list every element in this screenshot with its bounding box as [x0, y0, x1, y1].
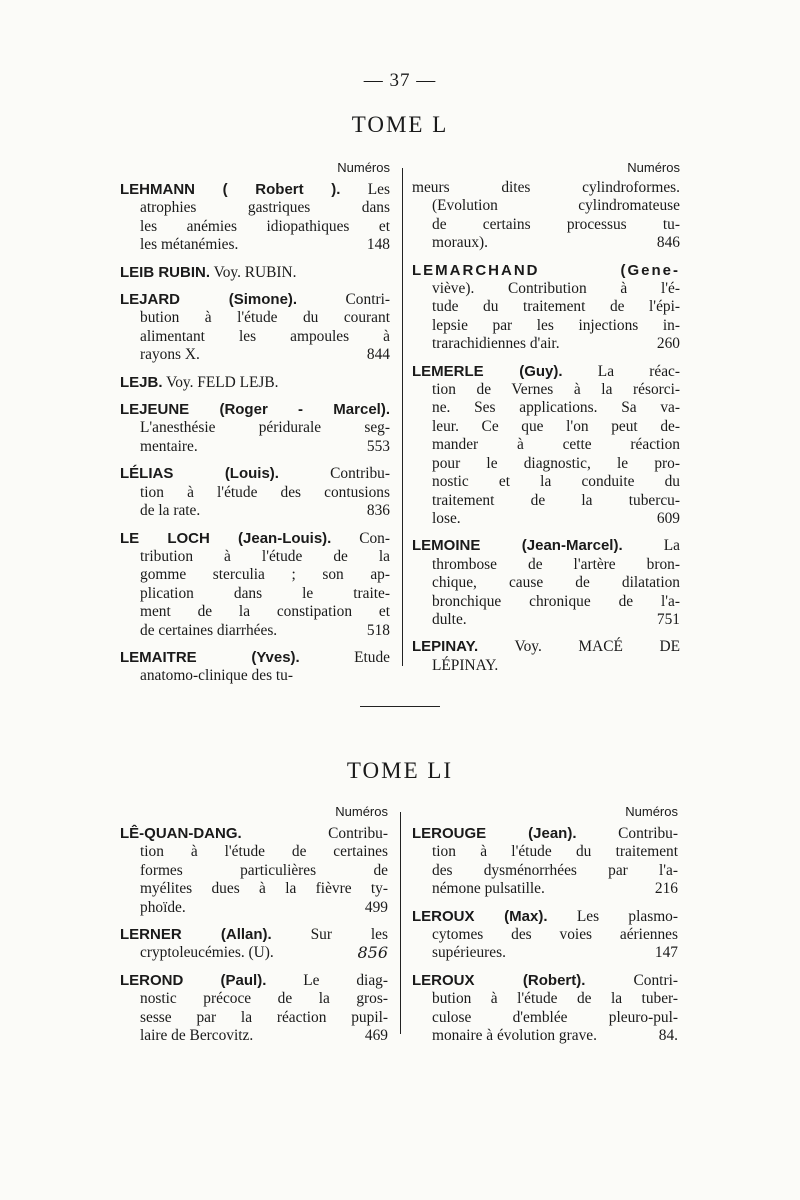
- entry-first-line: [120, 374, 390, 392]
- entry-last-line: [412, 611, 680, 629]
- entry-line: tion de Vernes à la résorci-: [432, 381, 680, 399]
- entry-title-text: Contribu-: [241, 825, 388, 842]
- entry-text: rayons X.: [140, 346, 200, 364]
- entry-line: leur. Ce que l'on peut de-: [432, 417, 680, 435]
- entry-title-text: Contribu-: [278, 465, 390, 483]
- entry-number: 846: [656, 234, 680, 252]
- entry-last-line: [120, 944, 388, 962]
- author-name: LEMOINE (Jean-Marcel).: [412, 537, 623, 555]
- entry-first-line: [120, 181, 390, 199]
- entry-line: ment de la constipation et: [140, 603, 390, 621]
- entry-text: moraux).: [432, 234, 488, 252]
- entry-line: lepsie par les injections in-: [432, 316, 680, 334]
- entry-text: supérieures.: [432, 944, 506, 962]
- entry-line: LÉPINAY.: [432, 656, 499, 674]
- index-entry: [412, 908, 678, 963]
- entry-line: mander à cette réaction: [432, 436, 680, 454]
- author-name: LEROUGE (Jean).: [412, 825, 577, 842]
- entry-line: formes particulières de: [140, 861, 388, 879]
- index-entry: [120, 825, 388, 917]
- entry-line: L'anesthésie péridurale seg-: [140, 419, 390, 437]
- entry-line: sesse par la réaction pupil-: [140, 1008, 388, 1026]
- entry-line: myélites dues à la fièvre ty-: [140, 880, 388, 898]
- entry-line: alimentant les ampoules à: [140, 327, 390, 345]
- entry-line: chique, cause de dilatation: [432, 574, 680, 592]
- entry-line: tude du traitement de l'épi-: [432, 298, 680, 316]
- entry-title-text: Voy. RUBIN.: [210, 263, 297, 281]
- entry-number: 836: [366, 502, 390, 520]
- entry-first-line: [120, 401, 390, 419]
- section-title: TOME L: [351, 112, 449, 137]
- author-name: LEPINAY.: [412, 638, 479, 656]
- index-entry: [120, 401, 390, 456]
- index-entry: [412, 537, 680, 629]
- section-separator: [360, 706, 440, 707]
- entry-last-line: [412, 335, 680, 353]
- entry-last-line: [120, 236, 390, 254]
- entry-last-line: [120, 1027, 388, 1045]
- entry-line: traitement de la tubercu-: [432, 491, 680, 509]
- author-name: LEJB.: [120, 373, 163, 391]
- entry-title-text: Contri-: [585, 971, 678, 989]
- entry-title-text: Etude: [299, 648, 390, 666]
- entry-last-line: [120, 502, 390, 520]
- column-header-numeros: Numéros: [625, 804, 678, 819]
- entry-number: 856: [357, 943, 388, 963]
- entry-line: nostic précoce de la gros-: [140, 990, 388, 1008]
- author-name: LEJARD (Simone).: [120, 291, 298, 309]
- entry-line: tion à l'étude du traitement: [432, 843, 678, 861]
- entry-line: (Evolution cylindromateuse: [432, 197, 680, 215]
- column-header-numeros: Numéros: [627, 160, 680, 175]
- entry-line: atrophies gastriques dans: [140, 199, 390, 217]
- entry-title-text: Voy. FELD LEJB.: [162, 373, 279, 391]
- entry-text: monaire à évolution grave.: [432, 1027, 597, 1045]
- entry-text: phoïde.: [140, 898, 186, 916]
- entry-last-line: [412, 510, 680, 528]
- entry-title-text: Contribu-: [576, 825, 679, 842]
- entry-last-line: [120, 346, 390, 364]
- author-name: LEJEUNE (Roger - Marcel).: [120, 401, 390, 419]
- author-name: LEROND (Paul).: [120, 971, 267, 989]
- author-name: LEMERLE (Guy).: [412, 362, 563, 380]
- index-entry: [412, 825, 678, 899]
- entry-number: 148: [366, 236, 390, 254]
- index-entry: [120, 649, 390, 686]
- entry-line: bronchique chronique de l'a-: [432, 592, 680, 610]
- index-entry: [120, 291, 390, 365]
- entry-first-line: [412, 363, 680, 381]
- entry-text: lose.: [432, 509, 461, 527]
- author-name: LEROUX (Max).: [412, 907, 548, 925]
- entry-last-line: [412, 880, 678, 898]
- entry-title-text: Le diag-: [266, 971, 388, 989]
- entry-text: laire de Bercovitz.: [140, 1027, 254, 1045]
- entry-title-text: Les plasmo-: [547, 907, 678, 925]
- index-entry: [412, 179, 680, 253]
- entry-line: gomme sterculia ; son ap-: [140, 566, 390, 584]
- entry-first-line: [412, 262, 680, 280]
- entry-line: culose d'emblée pleuro-pul-: [432, 1008, 678, 1026]
- entry-line: ne. Ses applications. Sa va-: [432, 399, 680, 417]
- author-name: LEIB RUBIN.: [120, 263, 210, 281]
- entry-line: thrombose de l'artère bron-: [432, 555, 680, 573]
- entry-first-line: [120, 291, 390, 309]
- column-left: [120, 160, 390, 695]
- entry-text: de certaines diarrhées.: [140, 621, 278, 639]
- author-name: LERNER (Allan).: [120, 926, 272, 944]
- index-entry: [120, 926, 388, 963]
- entry-line: bution à l'étude de la tuber-: [432, 990, 678, 1008]
- index-entry: [412, 638, 680, 675]
- entry-line: plication dans le traite-: [140, 584, 390, 602]
- entry-first-line: [120, 465, 390, 483]
- column-divider: [402, 168, 403, 666]
- author-name: LEMARCHAND (Gene-: [412, 261, 680, 279]
- index-entry: [120, 465, 390, 520]
- entry-line: viève). Contribution à l'é-: [432, 280, 680, 298]
- entry-text: mentaire.: [140, 437, 198, 455]
- entry-last-line: [412, 944, 678, 962]
- entry-title-text: Sur les: [271, 926, 388, 944]
- entry-number: 84.: [658, 1027, 678, 1045]
- entry-first-line: [412, 972, 678, 990]
- index-entry: [412, 972, 678, 1046]
- column-header-numeros: Numéros: [335, 804, 388, 819]
- entry-last-line: [120, 899, 388, 917]
- entry-number: 553: [366, 437, 390, 455]
- entry-last-line: [412, 1027, 678, 1045]
- entry-line: anatomo-clinique des tu-: [140, 667, 294, 685]
- index-entry: [412, 363, 680, 529]
- entry-number: 609: [656, 509, 680, 527]
- entry-first-line: [120, 264, 390, 282]
- index-entry: [412, 262, 680, 354]
- entry-text: cryptoleucémies. (U).: [140, 944, 274, 962]
- index-entry: [120, 374, 390, 392]
- author-name: LEROUX (Robert).: [412, 971, 586, 989]
- entry-line: tion à l'étude de certaines: [140, 843, 388, 861]
- entry-number: 751: [656, 610, 680, 628]
- entry-last-line: [412, 234, 680, 252]
- entry-number: 216: [654, 880, 678, 898]
- index-entry: [120, 181, 390, 255]
- column-left: [120, 804, 388, 1054]
- page-number: — 37 —: [363, 70, 437, 91]
- entry-line: tion à l'étude des contusions: [140, 483, 390, 501]
- entry-line: bution à l'étude du courant: [140, 309, 390, 327]
- index-entry: [120, 530, 390, 640]
- entry-first-line: [120, 825, 388, 843]
- entry-title-text: Contri-: [297, 291, 391, 309]
- entry-text: les métanémies.: [140, 236, 239, 254]
- entry-line: pour le diagnostic, le pro-: [432, 454, 680, 472]
- entry-number: 469: [364, 1027, 388, 1045]
- column-divider: [400, 812, 401, 1034]
- entry-first-line: [120, 972, 388, 990]
- column-header-numeros: Numéros: [337, 160, 390, 175]
- entry-first-line: [412, 638, 680, 656]
- author-name: LEMAITRE (Yves).: [120, 648, 300, 666]
- entry-line: les anémies idiopathiques et: [140, 217, 390, 235]
- author-name: LÉLIAS (Louis).: [120, 465, 279, 483]
- section-title: TOME LI: [346, 758, 454, 783]
- column-right: [412, 804, 678, 1054]
- entry-title-text: La: [622, 537, 680, 555]
- entry-first-line: meurs dites cylindroformes.: [412, 179, 680, 196]
- entry-text: trarachidiennes d'air.: [432, 335, 560, 353]
- entry-first-line: [412, 908, 678, 926]
- entry-text: dulte.: [432, 610, 467, 628]
- author-name: LÊ-QUAN-DANG.: [120, 825, 242, 842]
- author-name: LE LOCH (Jean-Louis).: [120, 529, 332, 547]
- entry-first-line: [120, 530, 390, 548]
- entry-number: 518: [366, 621, 390, 639]
- entry-number: 147: [654, 944, 678, 962]
- entry-line: tribution à l'étude de la: [140, 547, 390, 565]
- entry-number: 260: [656, 335, 680, 353]
- entry-first-line: [120, 926, 388, 944]
- entry-number: 844: [366, 346, 390, 364]
- column-right: [412, 160, 680, 684]
- entry-text: némone pulsatille.: [432, 880, 545, 898]
- entry-last-line: [120, 622, 390, 640]
- entry-first-line: [120, 649, 390, 667]
- entry-first-line: [412, 537, 680, 555]
- entry-title-text: Les: [340, 181, 390, 198]
- entry-text: de la rate.: [140, 502, 201, 520]
- index-entry: [120, 972, 388, 1046]
- index-entry: [120, 264, 390, 282]
- entry-title-text: Voy. MACÉ DE: [478, 638, 680, 656]
- author-name: LEHMANN ( Robert ).: [120, 181, 341, 198]
- entry-last-line: [120, 438, 390, 456]
- entry-line: des dysménorrhées par l'a-: [432, 861, 678, 879]
- entry-line: de certains processus tu-: [432, 215, 680, 233]
- entry-line: nostic et la conduite du: [432, 473, 680, 491]
- entry-first-line: [412, 825, 678, 843]
- entry-line: cytomes des voies aériennes: [432, 926, 678, 944]
- entry-title-text: Con-: [331, 529, 390, 547]
- entry-number: 499: [364, 898, 388, 916]
- entry-title-text: La réac-: [562, 362, 681, 380]
